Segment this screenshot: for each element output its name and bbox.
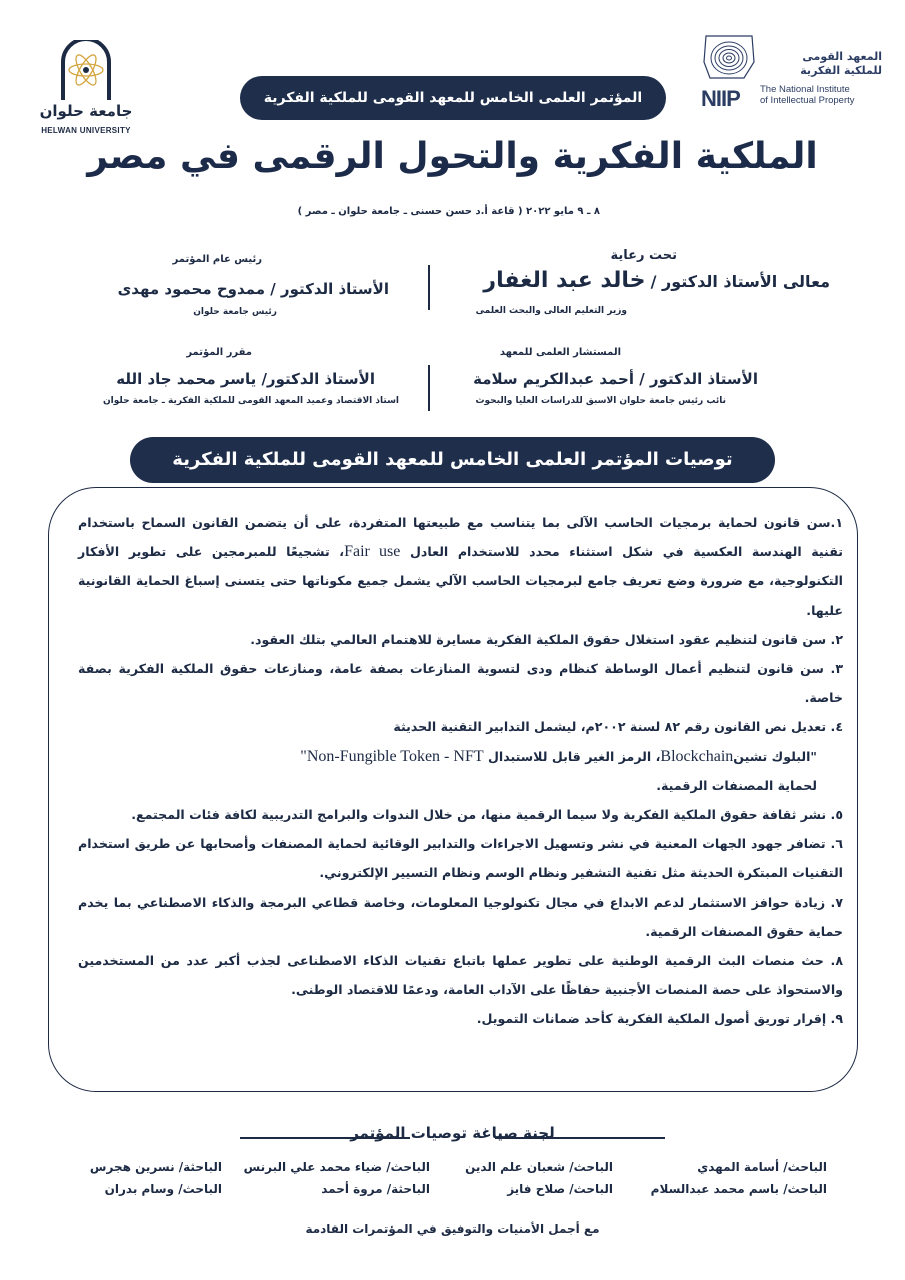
advisor-position: نائب رئيس جامعة حلوان الاسبق للدراسات العليا والبحوث <box>475 396 726 406</box>
niip-arabic-name: المعهد القومى للملكية الفكرية <box>800 50 882 77</box>
recommendation-3: ٣. سن قانون لتنظيم أعمال الوساطة كنظام ودى لتسوية المنازعات بصفة عامة، ومنازعات حقوق الملكية الفكرية بصفة خاصة. <box>78 661 843 706</box>
atom-icon <box>53 40 119 102</box>
recommendation-9: ٩. إقرار توريق أصول الملكية الفكرية كأحد ضمانات التمويل. <box>476 1011 843 1027</box>
recommendation-8: ٨. حث منصات البث الرقمية الوطنية على تطوير عملها باتباع تقنيات الذكاء الاصطناعى لجذب أكبر عدد من المستخدمين والاستحواذ على حصة المنصات الأجنبية حفاظًا على الآداب العامة، ودعمًا للاقتصاد الوطنى. <box>78 953 843 998</box>
patron-name: خالد عبد الغفار <box>483 268 646 293</box>
recommendation-6: ٦. تضافر جهود الجهات المعنية في نشر وتسهيل الاجراءات والتدابير الوقائية لحماية المصنفات وأصحابها عن طريق استخدام التقنيات المبتكرة الحديثة مثل تقنية التشفير ونظام الوسم ونظام التسيير الإلكتروني. <box>78 836 843 881</box>
committee-member: الباحث/ شعبان علم الدين <box>465 1160 613 1174</box>
patron-name-line <box>483 268 830 293</box>
recommendation-4: ٤. تعديل نص القانون رقم ٨٢ لسنة ٢٠٠٢م، ليشمل التدابير التقنية الحديثة "البلوك تشينBlockchain، الرمز الغير قابل للاستبدال Non-Fungible Token - NFT" لحماية المصنفات الرقمية. <box>300 719 843 793</box>
committee-member: الباحث/ أسامة المهدي <box>697 1160 827 1174</box>
page-title: الملكية الفكرية والتحول الرقمى في مصر <box>87 136 818 177</box>
niip-abbreviation: NIIP <box>701 86 740 111</box>
advisor-name: الأستاذ الدكتور / أحمد عبدالكريم سلامة <box>473 370 758 388</box>
divider-bottom <box>428 365 430 411</box>
committee-title: لجنة صياغة توصيات المؤتمر <box>350 1124 555 1142</box>
date-venue: ٨ ـ ٩ مايو ٢٠٢٢ ( قاعة أ.د حسن حسنى ـ جامعة حلوان ـ مصر ) <box>297 206 600 217</box>
recommendations-heading: توصيات المؤتمر العلمى الخامس للمعهد القومى للملكية الفكرية <box>130 437 775 483</box>
divider-top <box>428 265 430 310</box>
recommendations-list <box>78 508 843 1034</box>
recommendation-7: ٧. زيادة حوافز الاستثمار لدعم الابداع في مجال تكنولوجيا المعلومات، وخاصة قطاعي البرمجة والذكاء الاصطناعي بما يخدم حماية حقوق المصنفات الرقمية. <box>78 894 843 939</box>
helwan-logo <box>38 40 134 140</box>
patron-position: وزير التعليم العالى والبحث العلمى <box>475 306 627 316</box>
patron-prefix: معالى الأستاذ الدكتور / <box>650 272 830 291</box>
committee-member: الباحثة/ نسرين هجرس <box>89 1160 222 1174</box>
recommendation-1: ١.سن قانون لحماية برمجيات الحاسب الآلى بما يتناسب مع طبيعتها المتفردة، على أن يتضمن القانون السماح باستخدام تقنية الهندسة العكسية في شكل استثناء محدد للاستخدام العادل Fair use، تشجيعًا للمبرمجين على تطوير الأفكار التكنولوجية، مع ضرورة وضع تعريف جامع لبرمجيات الحاسب الآلي يشمل جميع مكوناتها حتى يتسنى إسباغ الحماية القانونية عليها. <box>78 515 843 618</box>
niip-logo <box>700 30 890 110</box>
committee-member: الباحث/ وسام بدران <box>104 1182 222 1196</box>
recommendation-5: ٥. نشر ثقافة حقوق الملكية الفكرية ولا سيما الرقمية منها، من خلال الندوات والبرامج التدريبية لكافة فئات المجتمع. <box>131 807 843 823</box>
committee-member: الباحث/ باسم محمد عبدالسلام <box>650 1182 827 1196</box>
rapporteur-position: استاذ الاقتصاد وعميد المعهد القومى للملكية الفكرية ـ جامعة حلوان <box>102 396 399 406</box>
general-chair-name: الأستاذ الدكتور / ممدوح محمود مهدى <box>117 280 389 298</box>
closing-note: مع أجمل الأمنيات والتوفيق في المؤتمرات القادمة <box>305 1222 600 1236</box>
committee-member: الباحث/ ضياء محمد علي البرنس <box>243 1160 430 1174</box>
conference-banner: المؤتمر العلمى الخامس للمعهد القومى للملكية الفكرية <box>240 76 666 120</box>
committee-member: الباحثة/ مروة أحمد <box>321 1182 430 1196</box>
rapporteur-label: مقرر المؤتمر <box>186 347 252 358</box>
niip-english-name: The National Institute of Intellectual Property <box>760 84 855 106</box>
recommendation-2: ٢. سن قانون لتنظيم عقود استغلال حقوق الملكية الفكرية مسايرة للاهتمام العالمي بتلك العقود. <box>250 631 843 647</box>
helwan-arabic-name: جامعة حلوان <box>39 102 133 120</box>
patron-label: تحت رعاية <box>610 248 677 263</box>
committee-heading <box>240 1124 665 1150</box>
advisor-label: المستشار العلمى للمعهد <box>499 347 621 358</box>
general-chair-position: رئيس جامعة حلوان <box>193 307 277 317</box>
committee-member: الباحث/ صلاح فايز <box>507 1182 613 1196</box>
rapporteur-name: الأستاذ الدكتور/ ياسر محمد جاد الله <box>116 370 375 388</box>
general-chair-label: رئيس عام المؤتمر <box>172 254 262 265</box>
helwan-english-name: HELWAN UNIVERSITY <box>41 126 131 135</box>
fingerprint-map-icon <box>700 32 758 82</box>
